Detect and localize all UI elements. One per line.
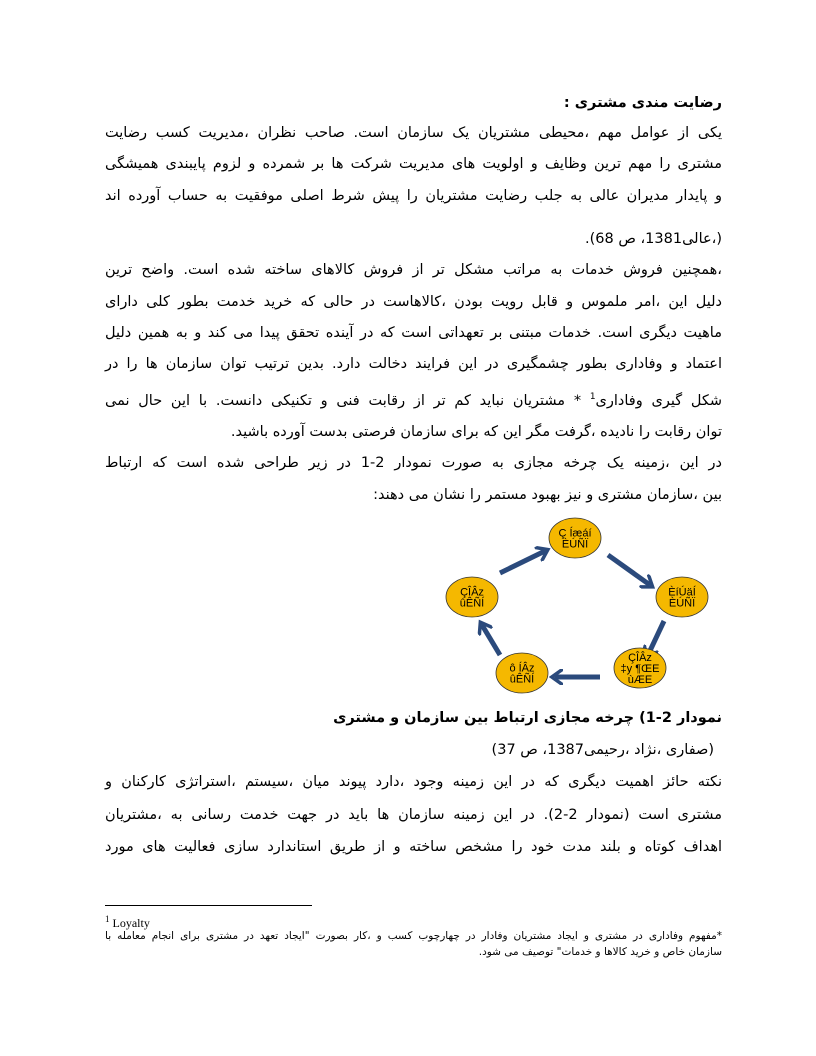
cycle-node <box>614 648 666 688</box>
cycle-arrow-icon <box>608 555 650 585</box>
node-label: Ç Íæáí <box>558 527 592 540</box>
text: شکل گیری وفاداری <box>595 392 722 409</box>
node-label: ûÊÑÍ <box>459 597 485 610</box>
figure-source: (صفاری ،نژاد ،رحیمی1387، ص 37) <box>491 742 714 758</box>
cycle-node <box>496 653 548 693</box>
footnote-line: *مفهوم وفاداری در مشتری و ایجاد مشتریان وفادار در چهارچوب کسب و ،کار بصورت "ایجاد تعهد در مشتری برای انجام معامله با <box>105 930 722 942</box>
paragraph-line: اعتماد و وفاداری بطور چشمگیری در این فرایند دخالت دارد. بدین ترتیب توان سازمان ها را در <box>105 356 722 372</box>
footnote-1 <box>105 912 722 930</box>
node-label: ÇÎÂz <box>628 652 652 664</box>
node-label: ÈÚÑÏ <box>561 538 589 551</box>
section-heading: رضایت مندی مشتری : <box>563 95 722 111</box>
cycle-diagram <box>420 515 710 700</box>
paragraph-line: ماهیت دیگری است. خدمات مبتنی بر تعهداتی است که در آینده تحقق پیدا می کند و به همین دلیل <box>105 325 722 341</box>
cycle-node <box>656 577 708 617</box>
footnote-mark: 1 <box>105 914 110 924</box>
figure-caption: نمودار 2-1) چرخه مجازی ارتباط بین سازمان و مشتری <box>333 710 722 726</box>
node-label: ÈíÚäÍ <box>668 586 696 599</box>
footnote-separator <box>105 905 312 906</box>
node-label: ÇÎÂz <box>460 586 484 599</box>
paragraph-line: (،عالی1381، ص 68). <box>585 231 722 247</box>
paragraph-line: یکی از عوامل مهم ،محیطی مشتریان یک سازمان است. صاحب نظران ،مدیریت کسب رضایت <box>105 125 722 141</box>
cycle-node <box>549 518 601 558</box>
cycle-node <box>446 577 498 617</box>
paragraph-line: اهداف کوتاه و بلند مدت خود را مشخص ساخته و از طریق استاندارد سازی فعالیت های مورد <box>105 839 722 855</box>
paragraph-line: مشتری است (نمودار 2-2). در این زمینه سازمان ها باید در جهت خدمت رسانی به ،مشتریان <box>105 807 722 823</box>
paragraph-line: و پایدار مدیران عالی به جلب رضایت مشتریان را پیش شرط اصلی موفقیت به حساب آورده اند <box>105 188 722 204</box>
node-label: ÈÚÑÏ <box>668 597 696 610</box>
paragraph-line: مشتری را مهم ترین وظایف و اولویت های مدیریت شرکت ها بر شمرده و لزوم پایبندی همیشگی <box>105 156 722 172</box>
paragraph-line: در این ،زمینه یک چرخه مجازی به صورت نمودار 2-1 در زیر طراحی شده است که ارتباط <box>105 455 722 471</box>
paragraph-line: نکته حائز اهمیت دیگری که در این زمینه وجود ،دارد پیوند میان ،سیستم ،استراتژی کارکنان و <box>105 774 722 790</box>
node-label: ‡y ¶ŒE <box>620 663 660 675</box>
footnote-text: Loyalty <box>112 916 150 930</box>
node-label: ûÊÑÍ <box>509 673 535 686</box>
paragraph-line: بین ،سازمان مشتری و نیز بهبود مستمر را نشان می دهند: <box>373 487 722 503</box>
footnote-ref[interactable]: 1 <box>589 392 596 402</box>
paragraph-line: دلیل این ،امر ملموس و قابل رویت بودن ،کالاهاست در حالی که خرید خدمت بطور کلی دارای <box>105 294 722 310</box>
paragraph-line: توان رقابت را نادیده ،گرفت مگر این که برای سازمان فرصتی بدست آورده باشید. <box>230 424 722 440</box>
text: * مشتریان نباید کم تر از رقابت فنی و تکنیکی دانست. با این حال نمی <box>105 392 590 409</box>
paragraph-line: ،همچنین فروش خدمات به مراتب مشکل تر از فروش کالاهای ساخته شده است. واضح ترین <box>105 262 722 278</box>
node-label: ô ÍÂz <box>509 662 535 675</box>
cycle-arrow-icon <box>482 625 500 655</box>
paragraph-line <box>105 387 722 411</box>
node-label: ùÆE <box>627 674 653 686</box>
footnote-line: سازمان خاص و خرید کالاها و خدمات" توصیف می شود. <box>478 946 722 958</box>
cycle-arrow-icon <box>500 551 545 573</box>
